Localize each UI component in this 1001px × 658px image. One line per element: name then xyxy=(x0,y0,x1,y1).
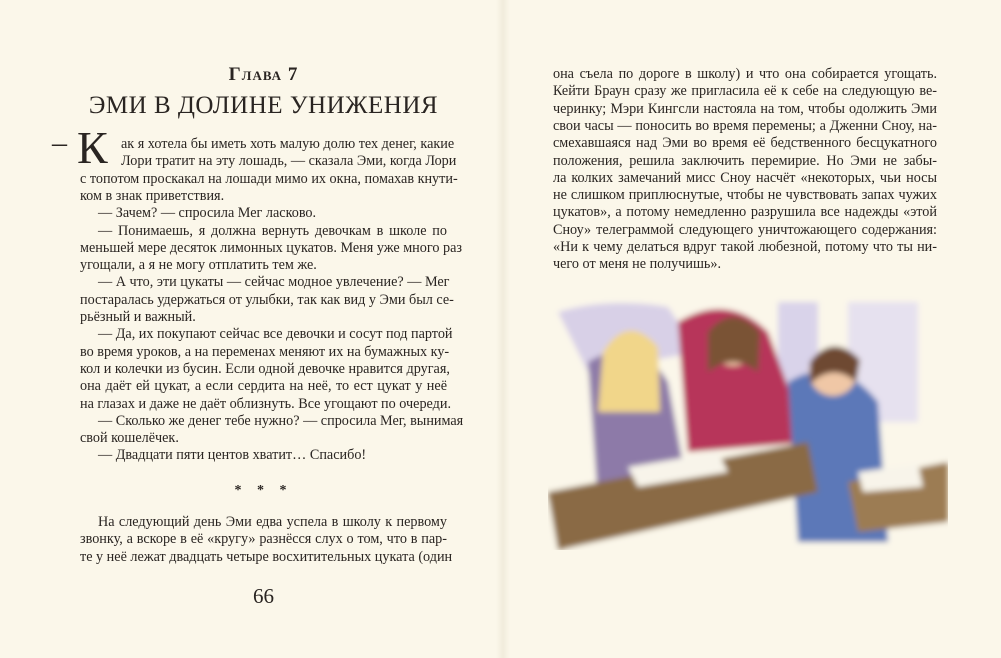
text-line: постаралась удержаться от улыбки, так как вид у Эми был се- xyxy=(80,291,454,308)
text-line: она съела по дороге в школу) и что она собирается угощать. xyxy=(553,66,937,82)
text-line: ла колких замечаний мисс Сноу насчёт «некоторых, чьи носы xyxy=(553,169,937,186)
drop-cap: К xyxy=(77,122,108,173)
text-line: Сноу» телеграммой следующего уничтожающего содержания: xyxy=(553,221,937,238)
book-gutter xyxy=(496,0,510,658)
text-line: — Зачем? — спросила Мег ласково. xyxy=(98,205,317,222)
text-line: На следующий день Эми едва успела в школу к первому xyxy=(98,514,447,530)
text-line: на глазах и даже не даёт облизнуть. Все угощают по очереди. xyxy=(80,395,452,412)
chapter-title: ЭМИ В ДОЛИНЕ УНИЖЕНИЯ xyxy=(88,92,439,119)
text-line: она даёт ей цукат, а если сердита на неё, то ест цукат у неё xyxy=(80,378,447,395)
text-line: те у неё лежат двадцать четыре восхитительных цуката (один xyxy=(80,548,453,565)
text-line: чего от меня не получишь». xyxy=(553,256,722,273)
text-line: кол и колечки из бусин. Если одной девочке нравится другая, xyxy=(80,360,450,377)
text-line: с топотом проскакал на лошади мимо их окна, помахав кнути- xyxy=(80,170,458,187)
section-separator: * * * xyxy=(234,483,293,498)
page-number: 66 xyxy=(253,584,274,608)
text-line: — Понимаешь, я должна вернуть девочкам в школе по xyxy=(98,222,447,239)
text-line: во время уроков, а на переменах меняют их на бумажных ку- xyxy=(80,343,450,360)
text-line: — Да, их покупают сейчас все девочки и сосут под партой xyxy=(98,326,453,343)
text-line: свой кошелёчек. xyxy=(80,430,179,447)
illustration-schoolgirls xyxy=(548,292,948,550)
text-line: смехавшаяся над Эми во время её бедственного бесцукатного xyxy=(553,135,937,152)
text-line: — Двадцати пяти центов хватит… Спасибо! xyxy=(98,447,367,464)
text-line: меньшей мере десяток лимонных цукатов. Меня уже много раз xyxy=(80,239,462,256)
text-line: цукатов», а потому немедленно разрушила все надежды «этой xyxy=(553,204,937,221)
text-line: черинку; Мэри Кингсли настояла на том, чтобы одолжить Эми xyxy=(553,100,937,117)
text-line: звонку, а вскоре в её «кругу» разнёсся слух о том, что в пар- xyxy=(80,531,447,548)
text-line: угощали, а я не могу отплатить тем же. xyxy=(80,257,317,274)
text-line: ком в знак приветствия. xyxy=(80,187,225,204)
text-line: — Сколько же денег тебе нужно? — спросила Мег, вынимая xyxy=(98,412,464,429)
drop-dash: – xyxy=(52,126,67,159)
text-line: Кейти Браун сразу же пригласила её к себе на следующую ве- xyxy=(553,83,937,100)
text-line: — А что, эти цукаты — сейчас модное увлечение? — Мег xyxy=(98,274,450,291)
text-line: положения, решила заключить перемирие. Но Эми не забы- xyxy=(553,152,937,169)
text-line: «Ни к чему делаться вдруг такой любезной, потому что ты ни- xyxy=(553,239,937,255)
text-line: Лори тратит на эту лошадь, — сказала Эми, когда Лори xyxy=(121,153,457,170)
text-line: рьёзный и важный. xyxy=(80,309,196,325)
chapter-label: Глава 7 xyxy=(228,64,299,85)
text-line: свои часы — поносить во время перемены; а Дженни Сноу, на- xyxy=(553,117,937,134)
text-line: ак я хотела бы иметь хоть малую долю тех денег, какие xyxy=(121,136,455,152)
text-line: не слишком приплюснутые, чтобы не чувствовать запах чужих xyxy=(553,187,937,204)
